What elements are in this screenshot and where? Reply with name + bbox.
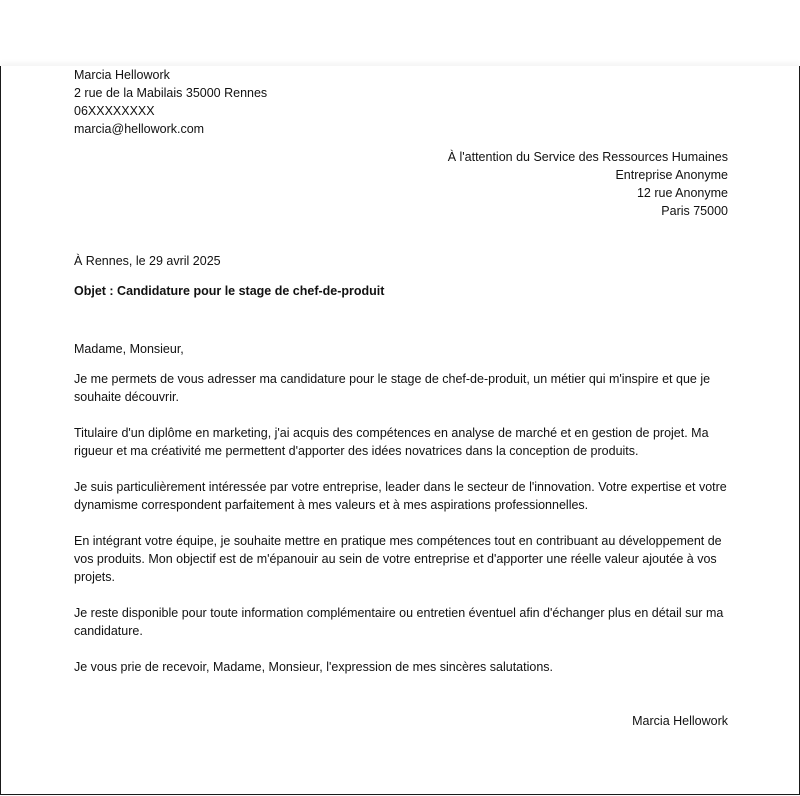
sender-phone: 06XXXXXXXX [74, 104, 155, 118]
sender-email: marcia@hellowork.com [74, 122, 205, 136]
sender-name: Marcia Hellowork [74, 68, 170, 82]
closing-line: Je vous prie de recevoir, Madame, Monsieur, l'expression de mes sincères salutations. [74, 660, 554, 674]
body-paragraph: Je suis particulièrement intéressée par votre entreprise, leader dans le secteur de l'innovation. Votre expertise et votre dynamisme correspondent parfaitement à mes valeurs et à mes aspirations professionnelles. [74, 480, 727, 512]
body-paragraph: Titulaire d'un diplôme en marketing, j'ai acquis des compétences en analyse de marché et en gestion de projet. Ma rigueur et ma créativité me permettent d'apporter des idées novatrices dans la conception de produits. [74, 426, 709, 458]
recipient-attention: À l'attention du Service des Ressources Humaines [447, 150, 728, 164]
body-paragraph: Je me permets de vous adresser ma candidature pour le stage de chef-de-produit, un métier qui m'inspire et que je souhaite découvrir. [74, 372, 711, 404]
sender-address: 2 rue de la Mabilais 35000 Rennes [74, 86, 268, 100]
recipient-street: 12 rue Anonyme [636, 186, 728, 200]
recipient-city: Paris 75000 [661, 204, 728, 218]
recipient-company: Entreprise Anonyme [615, 168, 728, 182]
signature: Marcia Hellowork [632, 714, 728, 728]
body-paragraph: Je reste disponible pour toute information complémentaire ou entretien éventuel afin d'échanger plus en détail sur ma candidature. [74, 606, 724, 638]
body-paragraph: En intégrant votre équipe, je souhaite mettre en pratique mes compétences tout en contribuant au développement de vos produits. Mon objectif est de m'épanouir au sein de votre entreprise et d'apporter une réelle valeur ajoutée à vos projets. [74, 534, 722, 584]
top-band [0, 0, 800, 66]
letter-body [74, 370, 734, 658]
recipient-block [448, 148, 728, 220]
letter-page [0, 66, 800, 795]
salutation: Madame, Monsieur, [74, 342, 184, 356]
sender-block [74, 66, 267, 138]
date-line: À Rennes, le 29 avril 2025 [74, 254, 221, 268]
subject-line: Objet : Candidature pour le stage de chef-de-produit [74, 284, 385, 298]
